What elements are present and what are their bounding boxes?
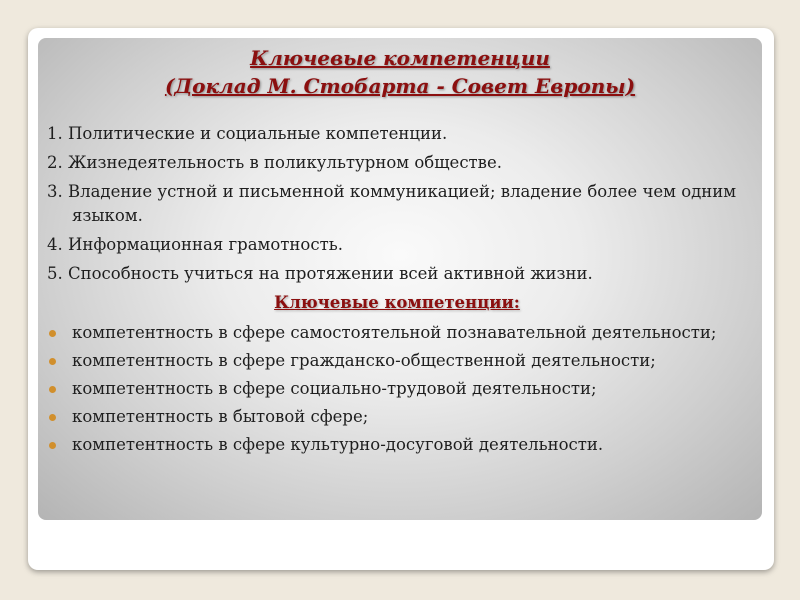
subheading: Ключевые компетенции: bbox=[274, 293, 520, 312]
bullet-item-text: компетентность в сфере культурно-досуговой деятельности. bbox=[72, 435, 604, 454]
numbered-item-2: 2. Жизнедеятельность в поликультурном обществе. bbox=[47, 153, 502, 172]
bullet-dot-icon bbox=[49, 358, 56, 365]
slide-body bbox=[47, 122, 747, 461]
bullet-item bbox=[47, 349, 747, 373]
bullet-dot-icon bbox=[49, 414, 56, 421]
slide-title-line-2: (Доклад М. Стобарта - Совет Европы) bbox=[164, 74, 636, 98]
bullet-dot-icon bbox=[49, 330, 56, 337]
bullet-item bbox=[47, 405, 747, 429]
bullet-item bbox=[47, 433, 747, 457]
slide-title-line-1: Ключевые компетенции bbox=[250, 46, 550, 70]
numbered-item-5: 5. Способность учиться на протяжении всей активной жизни. bbox=[47, 264, 593, 283]
bullet-dot-icon bbox=[49, 442, 56, 449]
slide-title bbox=[38, 44, 762, 100]
bullet-item-text: компетентность в бытовой сфере; bbox=[72, 407, 369, 426]
bullet-item bbox=[47, 321, 747, 345]
numbered-item-3: 3. Владение устной и письменной коммуникацией; владение более чем одним языком. bbox=[47, 182, 737, 225]
bullet-dot-icon bbox=[49, 386, 56, 393]
bullet-item-text: компетентность в сфере самостоятельной познавательной деятельности; bbox=[72, 323, 717, 342]
bullet-item-text: компетентность в сфере социально-трудовой деятельности; bbox=[72, 379, 597, 398]
numbered-item-1: 1. Политические и социальные компетенции. bbox=[47, 124, 448, 143]
bullet-item-text: компетентность в сфере гражданско-общественной деятельности; bbox=[72, 351, 656, 370]
numbered-item-4: 4. Информационная грамотность. bbox=[47, 235, 343, 254]
bullet-item bbox=[47, 377, 747, 401]
